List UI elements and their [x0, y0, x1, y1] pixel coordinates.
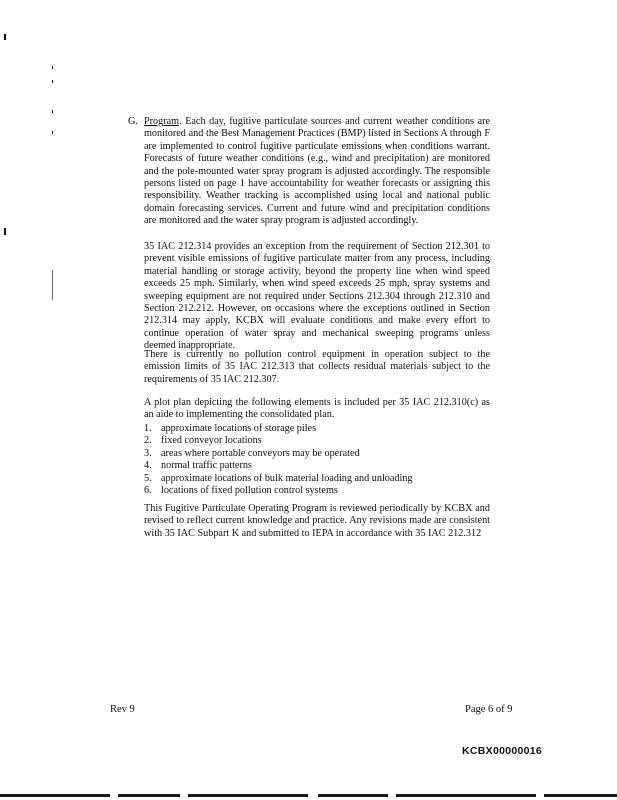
scan-mark	[52, 80, 53, 83]
scan-edge-line	[188, 794, 308, 797]
exception-paragraph: 35 IAC 212.314 provides an exception from the requirement of Section 212.301 to prevent visible emissions of fugitive particulate matter from any process, including material handling or storage activity, beyond the property line when wind speed exceeds 25 mph. Similarly, when wind speed exceeds 25 mph, spray systems and sweeping equipment are not required under Sections 212.304 through 212.310 and Section 212.212. However, on occasions where the exceptions outlined in Section 212.314 may apply, KCBX will evaluate conditions and make every effort to continue operation of water spray and mechanical sweeping programs unless deemed inappropriate.	[144, 241, 490, 352]
scan-edge-line	[0, 794, 110, 797]
scan-mark	[52, 66, 53, 69]
list-number: 1.	[144, 423, 152, 434]
plot-plan-list	[144, 423, 413, 497]
list-number: 4.	[144, 460, 152, 472]
section-g-label	[128, 116, 138, 128]
list-number: 5.	[144, 472, 152, 484]
review-paragraph: This Fugitive Particulate Operating Program is reviewed periodically by KCBX and revised to reflect current knowledge and practice. Any revisions made are consistent with 35 IAC Subpart K and submitted to IEPA in accordance with 35 IAC 212.312	[144, 503, 490, 539]
list-item	[144, 435, 413, 447]
scan-mark	[52, 131, 53, 134]
list-text: locations of fixed pollution control systems	[161, 485, 338, 497]
list-text: approximate locations of storage piles	[161, 423, 317, 434]
list-item	[144, 473, 413, 485]
list-item	[144, 460, 413, 472]
scan-mark	[4, 228, 6, 235]
scan-mark	[52, 270, 53, 300]
scan-mark	[4, 34, 6, 40]
section-g-paragraph	[144, 116, 490, 228]
list-text: approximate locations of bulk material loading and unloading	[161, 472, 413, 484]
pollution-control-paragraph: There is currently no pollution control equipment in operation subject to the emission limits of 35 IAC 212.313 that collects residual materials subject to the requirements of 35 IAC 212.307.	[144, 349, 490, 385]
section-title: Program	[144, 116, 180, 127]
scan-edge-line	[318, 794, 388, 797]
scan-edge-line	[544, 794, 617, 797]
list-item	[144, 485, 413, 497]
bates-number: KCBX00000016	[462, 745, 543, 757]
scan-mark	[52, 110, 53, 113]
plot-plan-intro: A plot plan depicting the following elements is included per 35 IAC 212.310(c) as an aide to implementing the consolidated plan.	[144, 397, 490, 421]
list-text: fixed conveyor locations	[161, 435, 262, 447]
list-number: 6.	[144, 485, 152, 497]
list-text: normal traffic patterns	[161, 460, 252, 472]
section-letter: G.	[128, 116, 138, 127]
scan-edge-line	[396, 794, 536, 797]
list-number: 2.	[144, 435, 152, 447]
scan-edge-line	[118, 794, 180, 797]
list-number: 3.	[144, 447, 152, 459]
page-number: Page 6 of 9	[465, 704, 513, 715]
list-text: areas where portable conveyors may be operated	[161, 447, 360, 459]
list-item	[144, 448, 413, 460]
revision-label: Rev 9	[110, 704, 135, 715]
list-item	[144, 423, 413, 435]
section-g-body: . Each day, fugitive particulate sources and current weather conditions are monitored and the Best Management Practices (BMP) listed in Sections A through F are implemented to control fugitive particulate emissions when conditions warrant. Forecasts of future weather conditions (e.g., wind and precipitation) are monitored and the pole-mounted water spray program is adjusted accordingly. The responsible persons listed on page 1 have accountability for weather forecasts or assigning this responsibility. Weather tracking is accomplished using local and national public domain forecasting services. Current and future wind and precipitation conditions are monitored and the water spray program is adjusted accordingly.	[144, 116, 490, 227]
